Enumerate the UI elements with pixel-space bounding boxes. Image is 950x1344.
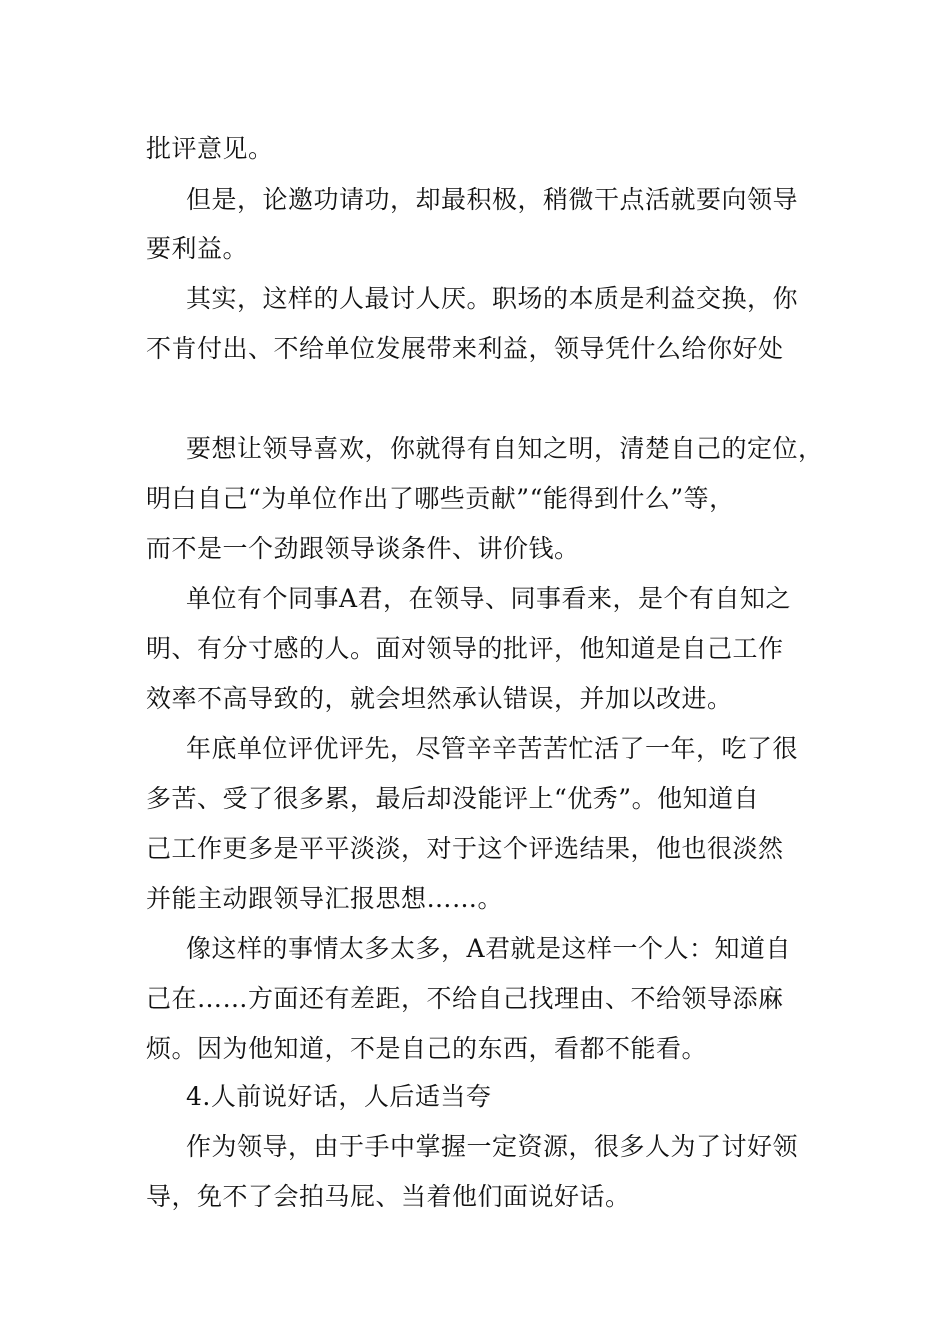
text-line: 批评意见。: [146, 134, 274, 163]
paragraph-start-line: 作为领导，由于手中掌握一定资源，很多人为了讨好领: [186, 1132, 799, 1161]
text-line: 而不是一个劲跟领导谈条件、讲价钱。: [146, 534, 580, 563]
paragraph-start-line: 其实，这样的人最讨人厌。职场的本质是利益交换，你: [186, 284, 799, 313]
text-line: 导，免不了会拍马屁、当着他们面说好话。: [146, 1182, 631, 1211]
text-line: 不肯付出、不给单位发展带来利益，领导凭什么给你好处: [146, 334, 784, 363]
text-line: 明、有分寸感的人。面对领导的批评，他知道是自己工作: [146, 634, 784, 663]
text-line: 己工作更多是平平淡淡，对于这个评选结果，他也很淡然: [146, 834, 784, 863]
text-line: 明白自己“为单位作出了哪些贡献”“能得到什么”等，: [146, 484, 735, 513]
text-line: 多苦、受了很多累，最后却没能评上“优秀”。他知道自: [146, 784, 760, 813]
text-line: 并能主动跟领导汇报思想……。: [146, 884, 504, 913]
text-line: 要利益。: [146, 234, 249, 263]
text-line: 效率不高导致的，就会坦然承认错误，并加以改进。: [146, 684, 733, 713]
text-line: 烦。因为他知道，不是自己的东西，看都不能看。: [146, 1034, 708, 1063]
paragraph-start-line: 年底单位评优评先，尽管辛辛苦苦忙活了一年，吃了很: [186, 734, 799, 763]
paragraph-start-line: 单位有个同事A君，在领导、同事看来，是个有自知之: [186, 584, 792, 613]
text-line: 己在……方面还有差距，不给自己找理由、不给领导添麻: [146, 984, 784, 1013]
section-heading: 4.人前说好话，人后适当夸: [186, 1082, 492, 1111]
paragraph-start-line: 像这样的事情太多太多，A君就是这样一个人：知道自: [186, 934, 792, 963]
paragraph-start-line: 要想让领导喜欢，你就得有自知之明，清楚自己的定位，: [186, 434, 824, 463]
paragraph-start-line: 但是，论邀功请功，却最积极，稍微干点活就要向领导: [186, 185, 799, 214]
